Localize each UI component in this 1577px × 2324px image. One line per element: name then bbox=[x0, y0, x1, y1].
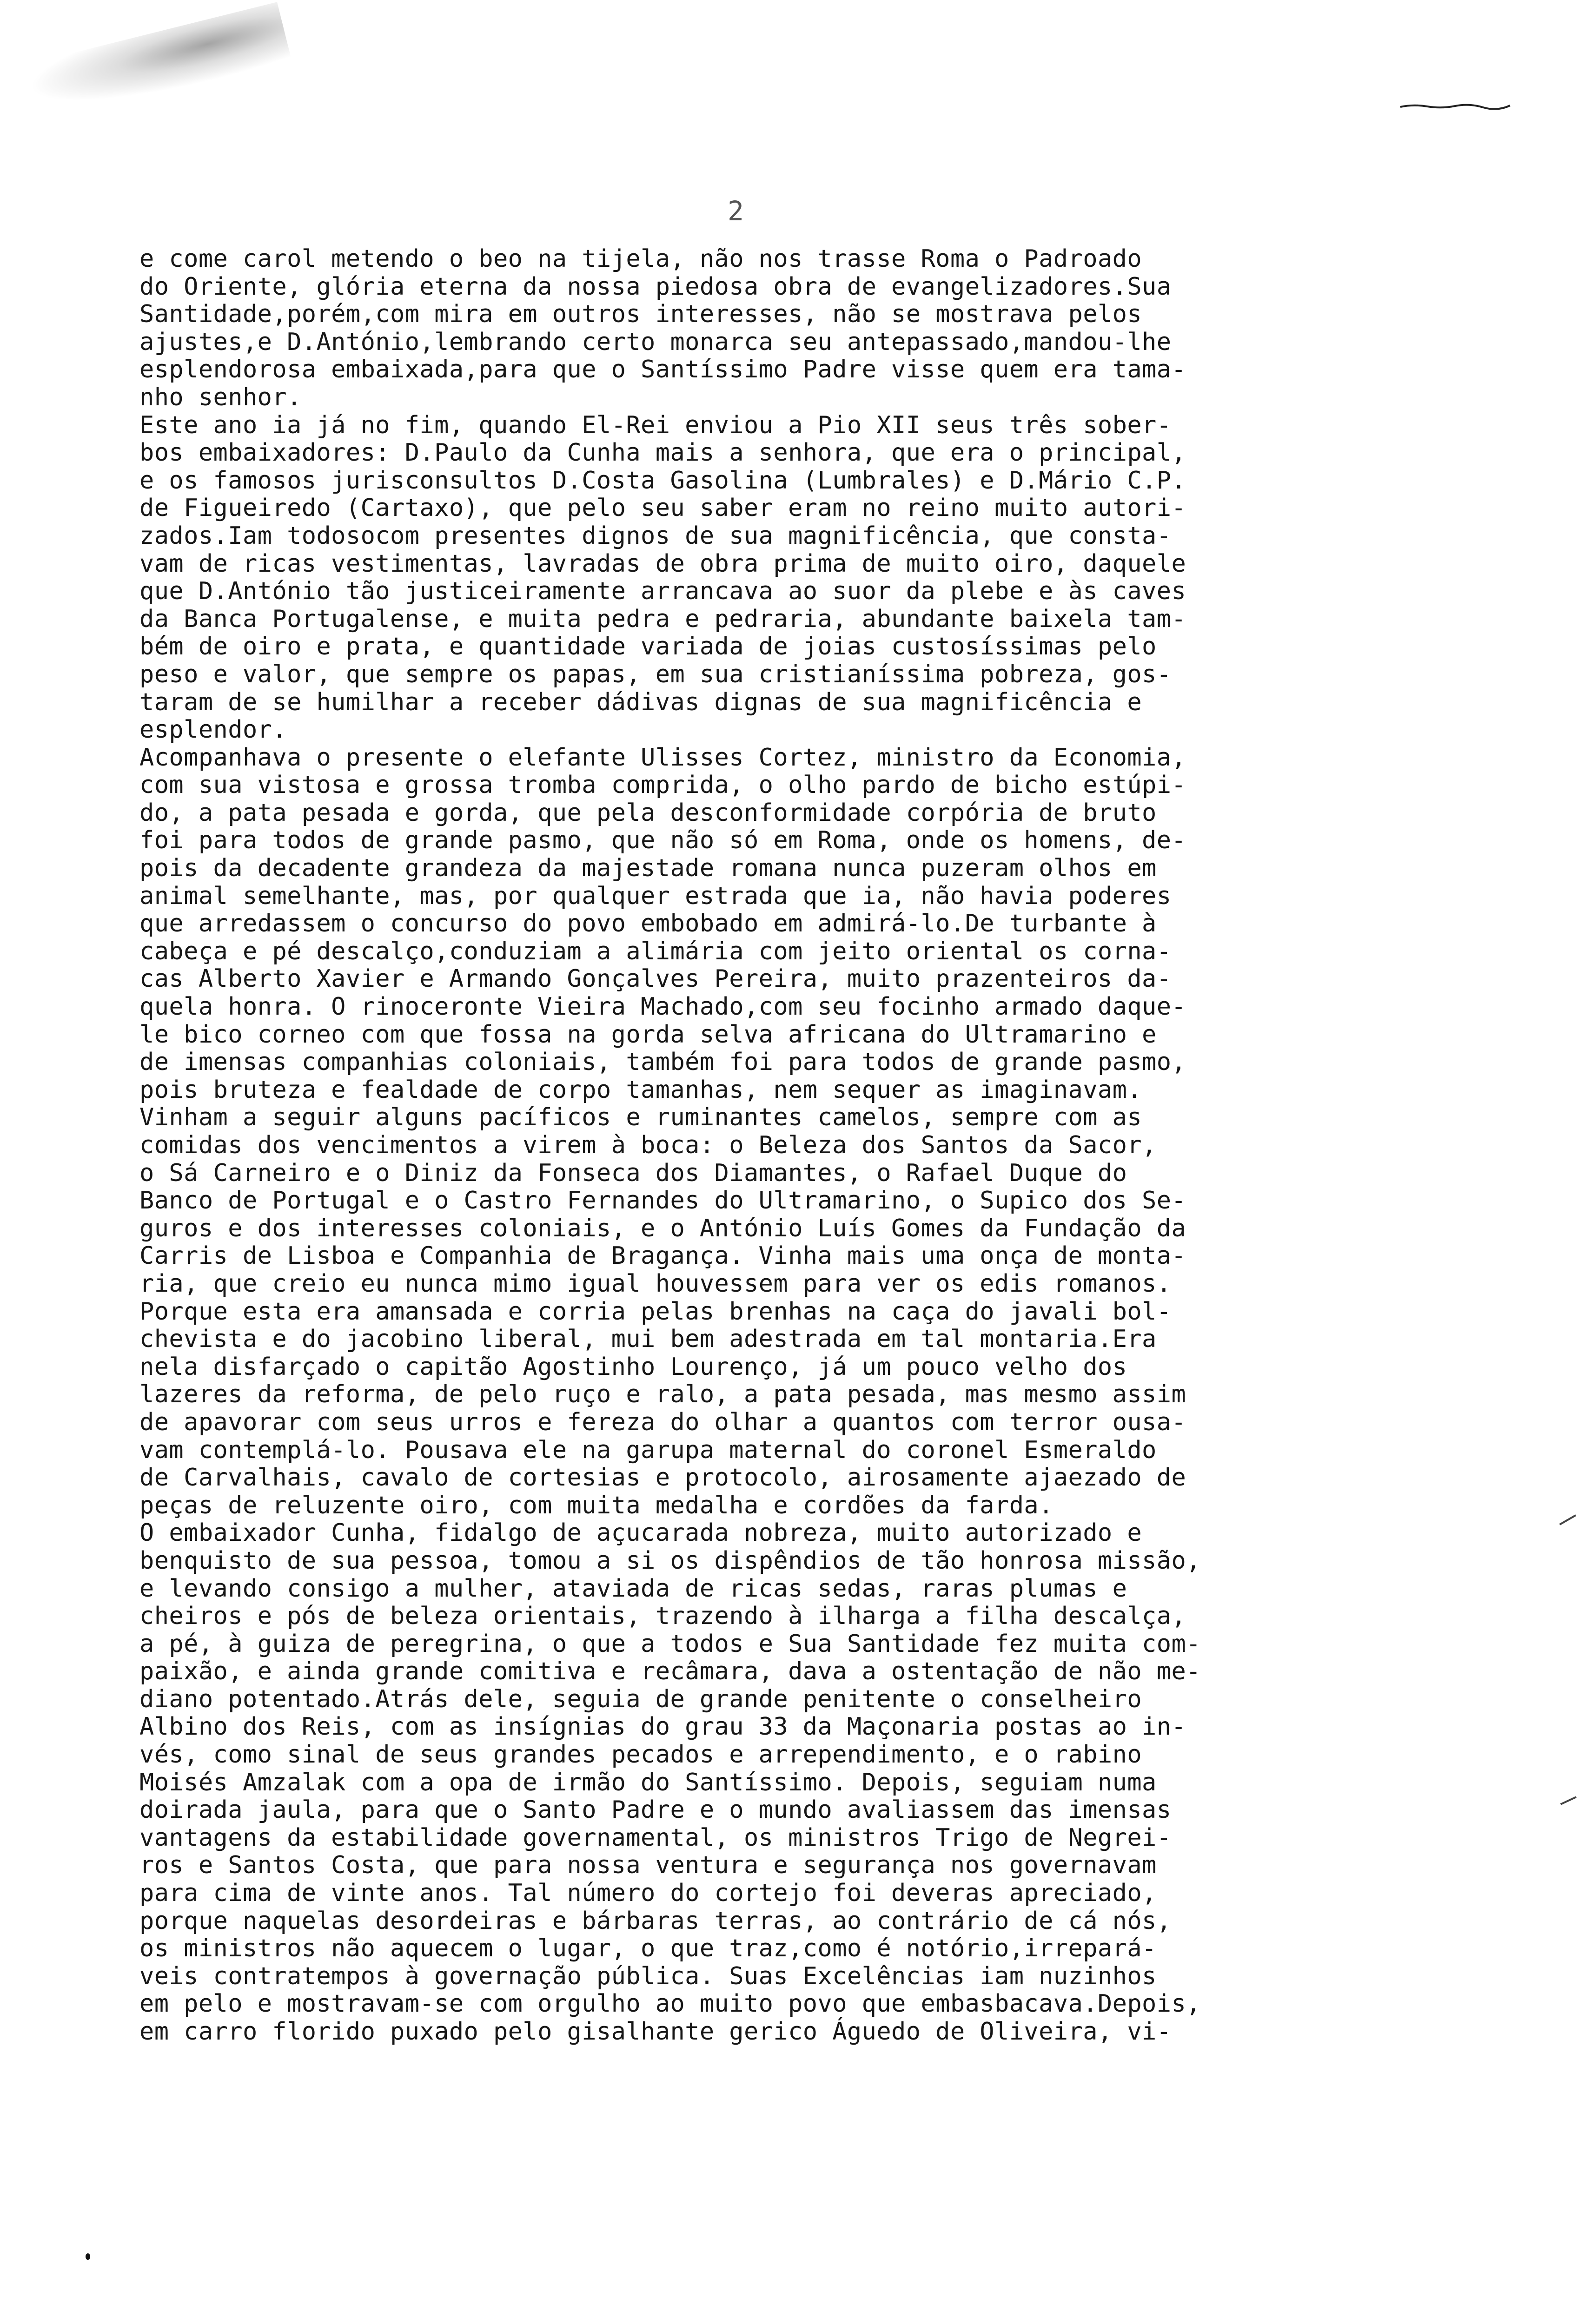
text-line: ros e Santos Costa, que para nossa ventura e segurança nos governavam bbox=[139, 1851, 1157, 1880]
text-line: O embaixador Cunha, fidalgo de açucarada nobreza, muito autorizado e bbox=[139, 1519, 1142, 1547]
text-line: le bico corneo com que fossa na gorda selva africana do Ultramarino e bbox=[139, 1020, 1157, 1049]
text-line: animal semelhante, mas, por qualquer estrada que ia, não havia poderes bbox=[139, 882, 1172, 910]
text-line: e come carol metendo o beo na tijela, não nos trasse Roma o Padroado bbox=[139, 245, 1142, 273]
text-line: bos embaixadores: D.Paulo da Cunha mais a senhora, que era o principal, bbox=[139, 439, 1186, 467]
text-line: veis contratempos à governação pública. Suas Excelências iam nuzinhos bbox=[139, 1962, 1157, 1990]
text-line: vés, como sinal de seus grandes pecados e arrependimento, e o rabino bbox=[139, 1741, 1142, 1769]
text-line: porque naquelas desordeiras e bárbaras terras, ao contrário de cá nós, bbox=[139, 1907, 1172, 1935]
text-line: chevista e do jacobino liberal, mui bem adestrada em tal montaria.Era bbox=[139, 1325, 1157, 1353]
text-line: esplendor. bbox=[139, 716, 287, 744]
text-line: foi para todos de grande pasmo, que não só em Roma, onde os homens, de- bbox=[139, 826, 1186, 855]
text-line: ria, que creio eu nunca mimo igual houvessem para ver os edis romanos. bbox=[139, 1269, 1172, 1298]
text-line: quela honra. O rinoceronte Vieira Machado,com seu focinho armado daque- bbox=[139, 993, 1186, 1021]
text-line: paixão, e ainda grande comitiva e recâmara, dava a ostentação de não me- bbox=[139, 1657, 1201, 1686]
text-line: bém de oiro e prata, e quantidade variada de joias custosíssimas pelo bbox=[139, 633, 1157, 661]
text-line: pois bruteza e fealdade de corpo tamanhas, nem sequer as imaginavam. bbox=[139, 1076, 1142, 1104]
text-line: Vinham a seguir alguns pacíficos e ruminantes camelos, sempre com as bbox=[139, 1103, 1142, 1132]
text-line: para cima de vinte anos. Tal número do cortejo foi deveras apreciado, bbox=[139, 1879, 1157, 1908]
text-line: de apavorar com seus urros e fereza do olhar a quantos com terror ousa- bbox=[139, 1408, 1186, 1436]
text-line: em carro florido puxado pelo gisalhante gerico Águedo de Oliveira, vi- bbox=[139, 2018, 1172, 2046]
text-line: em pelo e mostravam-se com orgulho ao muito povo que embasbacava.Depois, bbox=[139, 1990, 1201, 2018]
ink-dot bbox=[86, 2253, 90, 2260]
text-line: com sua vistosa e grossa tromba comprida, o olho pardo de bicho estúpi- bbox=[139, 771, 1186, 799]
text-line: que arredassem o concurso do povo embobado em admirá-lo.De turbante à bbox=[139, 910, 1157, 938]
text-line: esplendorosa embaixada,para que o Santíssimo Padre visse quem era tama- bbox=[139, 356, 1186, 384]
text-line: Porque esta era amansada e corria pelas brenhas na caça do javali bol- bbox=[139, 1297, 1172, 1326]
text-line: cheiros e pós de beleza orientais, trazendo à ilharga a filha descalça, bbox=[139, 1602, 1186, 1631]
text-line: peças de reluzente oiro, com muita medalha e cordões da farda. bbox=[139, 1491, 1054, 1519]
text-line: vam contemplá-lo. Pousava ele na garupa maternal do coronel Esmeraldo bbox=[139, 1436, 1157, 1464]
text-line: guros e dos interesses coloniais, e o António Luís Gomes da Fundação da bbox=[139, 1214, 1186, 1242]
text-line: do, a pata pesada e gorda, que pela desconformidade corpória de bruto bbox=[139, 799, 1157, 827]
text-line: vam de ricas vestimentas, lavradas de obra prima de muito oiro, daquele bbox=[139, 549, 1186, 578]
text-line: os ministros não aquecem o lugar, o que traz,como é notório,irrepará- bbox=[139, 1934, 1157, 1963]
text-line: Moisés Amzalak com a opa de irmão do Santíssimo. Depois, seguiam numa bbox=[139, 1768, 1157, 1796]
text-line: e os famosos jurisconsultos D.Costa Gasolina (Lumbrales) e D.Mário C.P. bbox=[139, 466, 1186, 495]
body-text bbox=[139, 245, 1516, 2046]
text-line: Albino dos Reis, com as insígnias do grau 33 da Maçonaria postas ao in- bbox=[139, 1713, 1186, 1741]
text-line: comidas dos vencimentos a virem à boca: o Beleza dos Santos da Sacor, bbox=[139, 1131, 1157, 1159]
text-line: doirada jaula, para que o Santo Padre e o mundo avaliassem das imensas bbox=[139, 1796, 1172, 1824]
margin-mark bbox=[1559, 1514, 1577, 1525]
text-line: Acompanhava o presente o elefante Ulisses Cortez, ministro da Economia, bbox=[139, 743, 1186, 772]
text-line: Carris de Lisboa e Companhia de Bragança. Vinha mais uma onça de monta- bbox=[139, 1242, 1186, 1270]
text-line: da Banca Portugalense, e muita pedra e pedraria, abundante baixela tam- bbox=[139, 605, 1186, 633]
text-line: Banco de Portugal e o Castro Fernandes do Ultramarino, o Supico dos Se- bbox=[139, 1187, 1186, 1215]
text-line: a pé, à guiza de peregrina, o que a todos e Sua Santidade fez muita com- bbox=[139, 1630, 1201, 1658]
text-line: lazeres da reforma, de pelo ruço e ralo, a pata pesada, mas mesmo assim bbox=[139, 1380, 1186, 1409]
ink-stain bbox=[25, 2, 292, 124]
text-line: Santidade,porém,com mira em outros interesses, não se mostrava pelos bbox=[139, 300, 1142, 329]
text-line: de imensas companhias coloniais, também foi para todos de grande pasmo, bbox=[139, 1048, 1186, 1076]
text-line: cabeça e pé descalço,conduziam a alimária com jeito oriental os corna- bbox=[139, 937, 1172, 965]
text-line: de Carvalhais, cavalo de cortesias e protocolo, airosamente ajaezado de bbox=[139, 1464, 1186, 1492]
text-line: Este ano ia já no fim, quando El-Rei enviou a Pio XII seus três sober- bbox=[139, 411, 1172, 439]
text-line: vantagens da estabilidade governamental, os ministros Trigo de Negrei- bbox=[139, 1823, 1172, 1852]
text-line: pois da decadente grandeza da majestade romana nunca puzeram olhos em bbox=[139, 854, 1157, 883]
text-line: ajustes,e D.António,lembrando certo monarca seu antepassado,mandou-lhe bbox=[139, 328, 1172, 356]
text-line: peso e valor, que sempre os papas, em sua cristianíssima pobreza, gos- bbox=[139, 660, 1172, 688]
text-line: zados.Iam todosocom presentes dignos de sua magnificência, que consta- bbox=[139, 522, 1172, 550]
text-line: o Sá Carneiro e o Diniz da Fonseca dos Diamantes, o Rafael Duque do bbox=[139, 1159, 1127, 1187]
text-line: e levando consigo a mulher, ataviada de ricas sedas, raras plumas e bbox=[139, 1574, 1127, 1603]
text-line: diano potentado.Atrás dele, seguia de grande penitente o conselheiro bbox=[139, 1685, 1142, 1713]
text-line: nela disfarçado o capitão Agostinho Lourenço, já um pouco velho dos bbox=[139, 1353, 1127, 1381]
text-line: nho senhor. bbox=[139, 383, 302, 411]
corner-scribble-mark bbox=[1399, 103, 1511, 110]
page-number: 2 bbox=[728, 195, 744, 227]
text-line: cas Alberto Xavier e Armando Gonçalves Pereira, muito prazenteiros da- bbox=[139, 965, 1172, 993]
text-line: benquisto de sua pessoa, tomou a si os dispêndios de tão honrosa missão, bbox=[139, 1546, 1201, 1575]
text-line: do Oriente, glória eterna da nossa piedosa obra de evangelizadores.Sua bbox=[139, 272, 1172, 301]
text-line: que D.António tão justiceiramente arrancava ao suor da plebe e às caves bbox=[139, 577, 1186, 606]
text-line: de Figueiredo (Cartaxo), que pelo seu saber eram no reino muito autori- bbox=[139, 494, 1186, 522]
text-line: taram de se humilhar a receber dádivas dignas de sua magnificência e bbox=[139, 688, 1142, 716]
margin-mark bbox=[1560, 1796, 1577, 1805]
